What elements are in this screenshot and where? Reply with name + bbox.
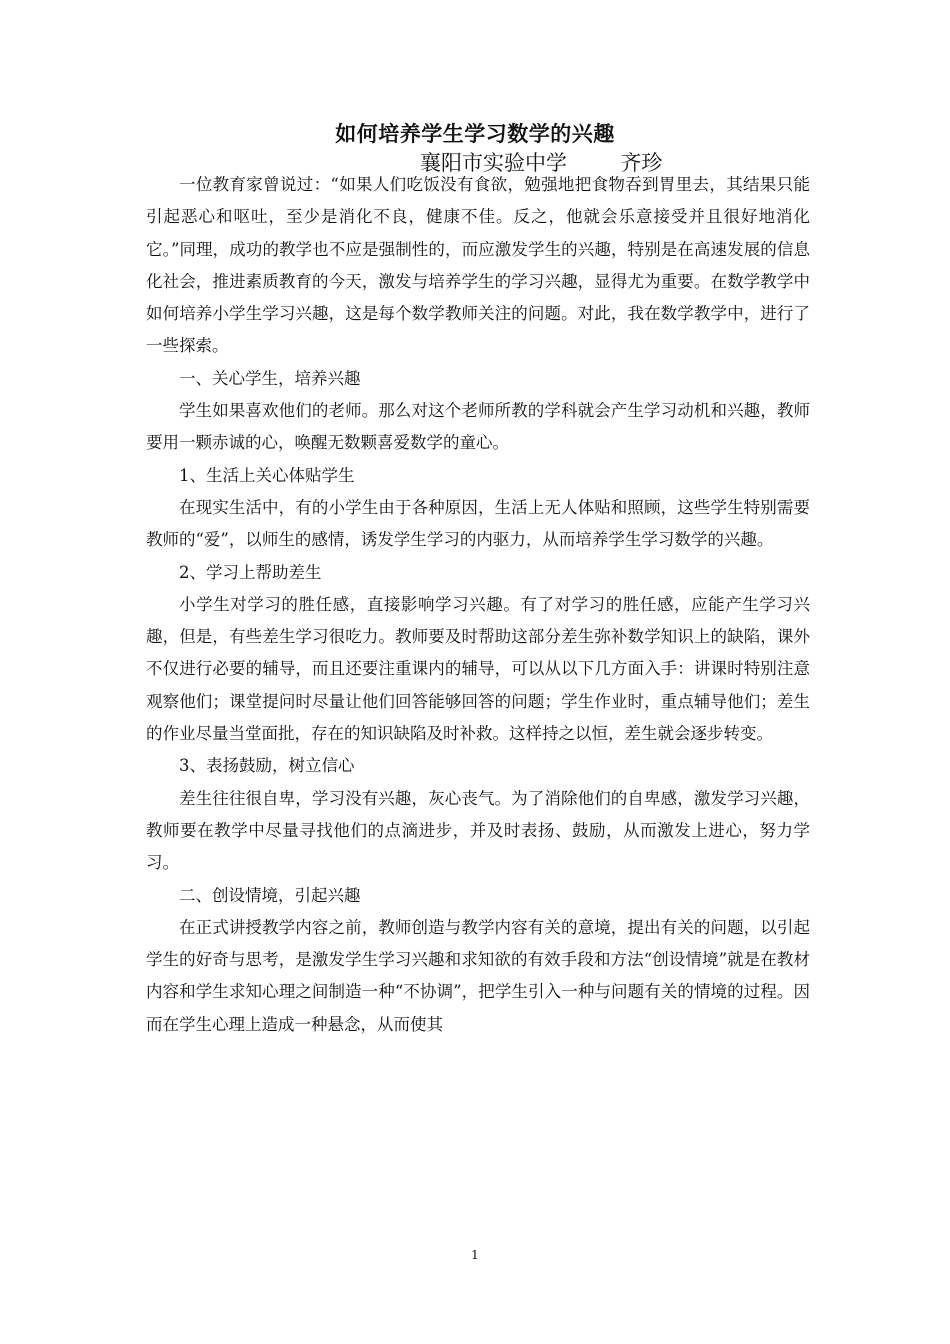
paragraph: 在现实生活中，有的小学生由于各种原因，生活上无人体贴和照顾，这些学生特别需要教师的“爱”，以师生的感情，诱发学生学习的内驱力，从而培养学生学习数学的兴趣。 xyxy=(146,497,810,550)
subsection-heading: 1、生活上关心体贴学生 xyxy=(179,465,355,485)
section-heading: 二、创设情境，引起兴趣 xyxy=(179,885,361,905)
subsection-heading: 3、表扬鼓励，树立信心 xyxy=(179,756,355,776)
paragraph: 差生往往很自卑，学习没有兴趣，灰心丧气。为了消除他们的自卑感，激发学习兴趣，教师要在教学中尽量寻找他们的点滴进步，并及时表扬、鼓励，从而激发上进心，努力学习。 xyxy=(146,788,810,873)
paragraph: 在正式讲授教学内容之前，教师创造与教学内容有关的意境，提出有关的问题，以引起学生的好奇与思考，是激发学生学习兴趣和求知欲的有效手段和方法“创设情境”就是在教材内容和学生求知心理之间制造一种“不协调”，把学生引入一种与问题有关的情境的过程。因而在学生心理上造成一种悬念，从而使其 xyxy=(146,917,810,1034)
author-line: 襄阳市实验中学 齐珍 xyxy=(420,151,663,175)
paragraph: 小学生对学习的胜任感，直接影响学习兴趣。有了对学习的胜任感，应能产生学习兴趣，但是，有些差生学习很吃力。教师要及时帮助这部分差生弥补数学知识上的缺陷，课外不仅进行必要的辅导，而且还要注重课内的辅导，可以从以下几方面入手：讲课时特别注意观察他们；课堂提问时尽量让他们回答能够回答的问题；学生作业时，重点辅导他们；差生的作业尽量当堂面批，存在的知识缺陷及时补救。这样持之以恒，差生就会逐步转变。 xyxy=(146,594,810,744)
document-title: 如何培养学生学习数学的兴趣 xyxy=(335,121,615,146)
document-body xyxy=(146,169,810,1041)
paragraph: 一位教育家曾说过：“如果人们吃饭没有食欲，勉强地把食物吞到胃里去，其结果只能引起恶心和呕吐，至少是消化不良，健康不佳。反之，他就会乐意接受并且很好地消化它。”同理，成功的教学也不应是强制性的，而应激发学生的兴趣，特别是在高速发展的信息化社会，推进素质教育的今天，激发与培养学生的学习兴趣，显得尤为重要。在数学教学中如何培养小学生学习兴趣，这是每个数学教师关注的问题。对此，我在数学教学中，进行了一些探索。 xyxy=(146,175,810,356)
subsection-heading: 2、学习上帮助差生 xyxy=(179,562,322,582)
page-number: 1 xyxy=(471,1248,479,1262)
paragraph: 学生如果喜欢他们的老师。那么对这个老师所教的学科就会产生学习动机和兴趣，教师要用一颗赤诚的心，唤醒无数颗喜爱数学的童心。 xyxy=(146,401,810,453)
section-heading: 一、关心学生，培养兴趣 xyxy=(179,368,361,388)
